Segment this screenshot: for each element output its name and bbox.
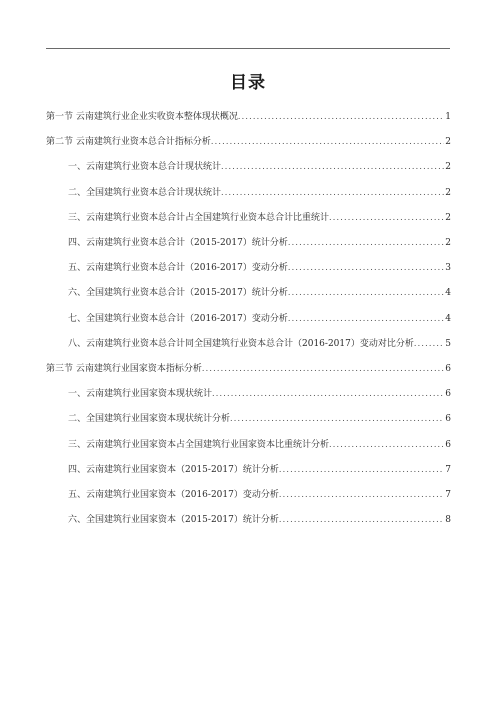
toc-dot-leader <box>288 234 444 252</box>
toc-dot-leader <box>279 511 444 529</box>
toc-entry-label: 六、全国建筑行业资本总合计（2015-2017）统计分析 <box>68 288 288 299</box>
toc-entry-page: 8 <box>445 515 451 526</box>
toc-dot-leader <box>414 335 444 353</box>
toc-entry-page: 6 <box>445 364 451 374</box>
toc-entry[interactable] <box>46 360 451 378</box>
toc-entry-label: 五、云南建筑行业资本总合计（2016-2017）变动分析 <box>68 263 288 274</box>
toc-dot-leader <box>221 158 444 176</box>
toc-dot-leader <box>238 108 444 126</box>
toc-dot-leader <box>329 209 444 227</box>
toc-entry[interactable] <box>68 410 451 428</box>
toc-entry[interactable] <box>68 209 451 227</box>
toc-entry-label: 第二节 云南建筑行业资本总合计指标分析 <box>46 137 211 148</box>
toc-entry-label: 一、云南建筑行业资本总合计现状统计 <box>68 162 222 173</box>
toc-entry[interactable] <box>68 310 451 328</box>
toc-entry-page: 2 <box>445 187 451 198</box>
toc-entry-page: 6 <box>445 389 451 400</box>
toc-entry[interactable] <box>68 436 451 454</box>
toc-entry-label: 第一节 云南建筑行业企业实收资本整体现状概况 <box>46 112 238 122</box>
toc-entry-page: 7 <box>445 490 451 500</box>
toc-entry[interactable] <box>46 108 451 126</box>
toc-entry-page: 2 <box>445 238 451 248</box>
toc-entry-label: 三、云南建筑行业资本总合计占全国建筑行业资本总合计比重统计 <box>68 212 330 223</box>
toc-entry[interactable] <box>68 461 451 479</box>
toc-entry[interactable] <box>68 184 451 202</box>
toc-dot-leader <box>221 184 444 202</box>
toc-entry[interactable] <box>68 284 451 302</box>
toc-entry-page: 7 <box>445 464 451 475</box>
toc-entry-page: 6 <box>445 439 451 450</box>
toc-entry-label: 四、云南建筑行业国家资本（2015-2017）统计分析 <box>68 464 279 475</box>
toc-entry-label: 五、云南建筑行业国家资本（2016-2017）变动分析 <box>68 490 279 500</box>
header-rule <box>46 48 450 49</box>
toc-dot-leader <box>288 284 444 302</box>
toc-entry-label: 二、全国建筑行业国家资本现状统计分析 <box>68 414 231 425</box>
toc-entry-page: 4 <box>445 288 451 299</box>
toc-dot-leader <box>288 310 444 328</box>
toc-entry-label: 四、云南建筑行业资本总合计（2015-2017）统计分析 <box>68 238 288 248</box>
toc-entry-page: 3 <box>445 263 451 274</box>
toc-entry-page: 4 <box>445 313 451 324</box>
toc-entry[interactable] <box>46 133 451 151</box>
toc-entry-page: 2 <box>445 162 451 173</box>
toc-entry[interactable] <box>68 234 451 252</box>
toc-dot-leader <box>211 133 444 151</box>
toc-dot-leader <box>230 410 444 428</box>
toc-entry-label: 八、云南建筑行业资本总合计同全国建筑行业资本总合计（2016-2017）变动对比分析 <box>68 338 414 349</box>
toc-entry[interactable] <box>68 385 451 403</box>
toc-entry-label: 三、云南建筑行业国家资本占全国建筑行业国家资本比重统计分析 <box>68 439 330 450</box>
toc-entry-page: 5 <box>445 338 451 349</box>
page-title: 目录 <box>230 73 266 93</box>
toc-entry[interactable] <box>68 511 451 529</box>
toc-entry-page: 2 <box>445 137 451 148</box>
toc-dot-leader <box>279 486 444 504</box>
toc-entry-label: 第三节 云南建筑行业国家资本指标分析 <box>46 364 202 374</box>
toc-entry[interactable] <box>68 259 451 277</box>
toc-entry-page: 2 <box>445 212 451 223</box>
toc-dot-leader <box>288 259 444 277</box>
toc-entry[interactable] <box>68 486 451 504</box>
toc-dot-leader <box>279 461 444 479</box>
toc-dot-leader <box>329 436 444 454</box>
toc-entry-page: 1 <box>445 112 451 122</box>
toc-entry-label: 七、全国建筑行业资本总合计（2016-2017）变动分析 <box>68 313 288 324</box>
toc-entry-label: 二、全国建筑行业资本总合计现状统计 <box>68 187 222 198</box>
toc-entry-label: 一、云南建筑行业国家资本现状统计 <box>68 389 213 400</box>
toc-entry-page: 6 <box>445 414 451 425</box>
toc-dot-leader <box>202 360 444 378</box>
toc-dot-leader <box>212 385 444 403</box>
toc-entry[interactable] <box>68 335 451 353</box>
toc-entry[interactable] <box>68 158 451 176</box>
toc-entry-label: 六、全国建筑行业国家资本（2015-2017）统计分析 <box>68 515 279 526</box>
